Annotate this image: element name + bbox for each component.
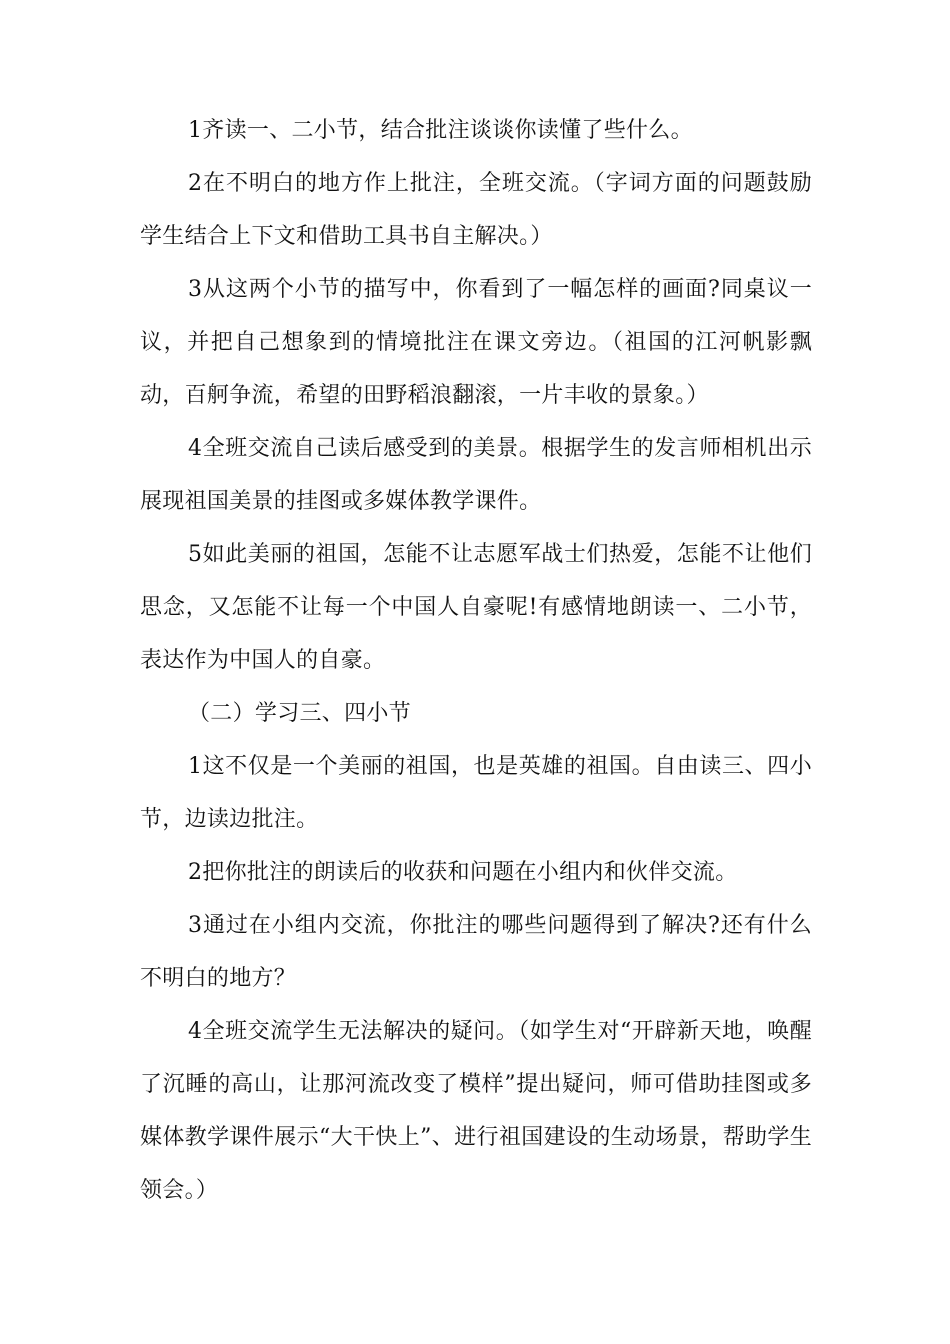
paragraph-8: 3通过在小组内交流，你批注的哪些问题得到了解决?还有什么不明白的地方？ <box>140 913 812 991</box>
paragraph-4: 4全班交流自己读后感受到的美景。根据学生的发言师相机出示展现祖国美景的挂图或多媒体教学课件。 <box>140 436 812 514</box>
paragraph-1: 1齐读一、二小节，结合批注谈谈你读懂了些什么。 <box>188 118 693 143</box>
paragraph-6: 1这不仅是一个美丽的祖国，也是英雄的祖国。自由读三、四小节，边读边批注。 <box>140 754 812 832</box>
paragraph-7: 2把你批注的朗读后的收获和问题在小组内和伙伴交流。 <box>188 860 738 885</box>
paragraph-2: 2在不明白的地方作上批注，全班交流。（字词方面的问题鼓励学生结合上下文和借助工具书自主解决。） <box>140 171 812 249</box>
document-body <box>140 104 812 1217</box>
paragraph-9: 4全班交流学生无法解决的疑问。（如学生对“开辟新天地，唤醒了沉睡的高山，让那河流改变了模样”提出疑问，师可借助挂图或多媒体教学课件展示“大干快上”、进行祖国建设的生动场景，帮助学生领会。） <box>140 1019 812 1203</box>
section-heading: （二）学习三、四小节 <box>188 701 412 726</box>
paragraph-3: 3从这两个小节的描写中，你看到了一幅怎样的画面?同桌议一议，并把自己想象到的情境批注在课文旁边。（祖国的江河帆影飘动，百舸争流，希望的田野稻浪翻滚，一片丰收的景象。） <box>140 277 812 408</box>
paragraph-5: 5如此美丽的祖国，怎能不让志愿军战士们热爱，怎能不让他们思念，又怎能不让每一个中国人自豪呢!有感情地朗读一、二小节，表达作为中国人的自豪。 <box>140 542 812 673</box>
